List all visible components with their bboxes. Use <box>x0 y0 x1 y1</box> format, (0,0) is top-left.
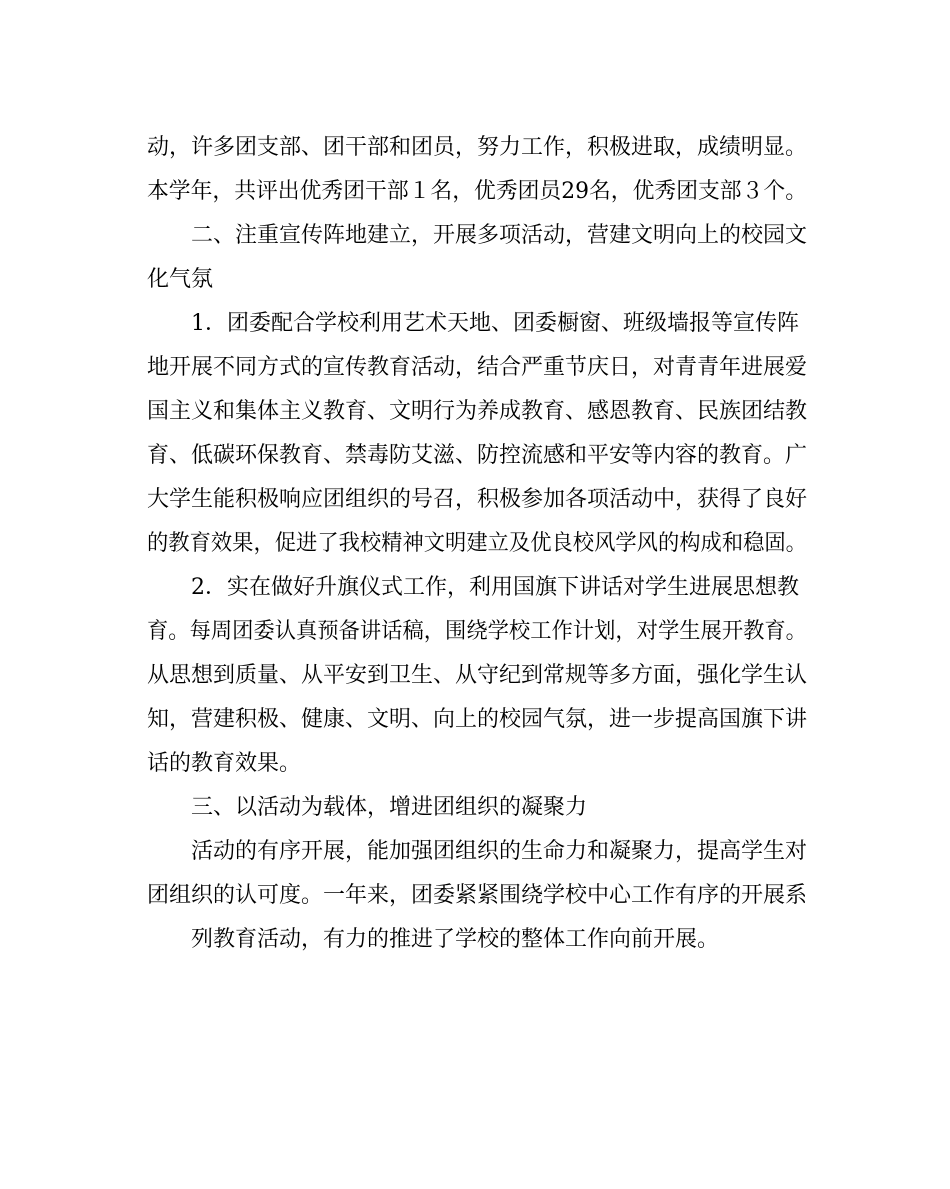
text-line: 地开展不同方式的宣传教育活动，结合严重节庆日，对青青年进展爱 <box>147 355 808 380</box>
document-body <box>147 126 807 962</box>
text-line: 知，营建积极、健康、文明、向上的校园气氛，进一步提高国旗下讲 <box>147 707 808 732</box>
text-line: 2．实在做好升旗仪式工作，利用国旗下讲话对学生进展思想教 <box>191 575 799 600</box>
text-line: 育、低碳环保教育、禁毒防艾滋、防控流感和平安等内容的教育。广 <box>147 443 808 468</box>
text-line: 国主义和集体主义教育、文明行为养成教育、感恩教育、民族团结教 <box>147 399 808 424</box>
text-line: 团组织的认可度。一年来，团委紧紧围绕学校中心工作有序的开展系 <box>147 883 808 908</box>
text-line: 育。每周团委认真预备讲话稿，围绕学校工作计划，对学生展开教育。 <box>147 619 807 644</box>
text-line: 本学年，共评出优秀团干部１名，优秀团员29名，优秀团支部３个。 <box>147 179 808 204</box>
text-line: 列教育活动，有力的推进了学校的整体工作向前开展。 <box>191 927 720 952</box>
text-line: 三、以活动为载体，增进团组织的凝聚力 <box>191 795 588 820</box>
text-line: 二、注重宣传阵地建立，开展多项活动，营建文明向上的校园文 <box>191 223 808 248</box>
text-line: 化气氛 <box>147 267 214 292</box>
text-line: 从思想到质量、从平安到卫生、从守纪到常规等多方面，强化学生认 <box>147 663 808 688</box>
text-line: 1．团委配合学校利用艺术天地、团委橱窗、班级墙报等宣传阵 <box>191 311 799 336</box>
text-line: 大学生能积极响应团组织的号召，积极参加各项活动中，获得了良好 <box>147 487 808 512</box>
text-line: 话的教育效果。 <box>147 751 302 776</box>
text-line: 动，许多团支部、团干部和团员，努力工作，积极进取，成绩明显。 <box>147 135 808 160</box>
text-line: 的教育效果，促进了我校精神文明建立及优良校风学风的构成和稳固。 <box>147 531 807 556</box>
text-line: 活动的有序开展，能加强团组织的生命力和凝聚力，提高学生对 <box>191 839 808 864</box>
